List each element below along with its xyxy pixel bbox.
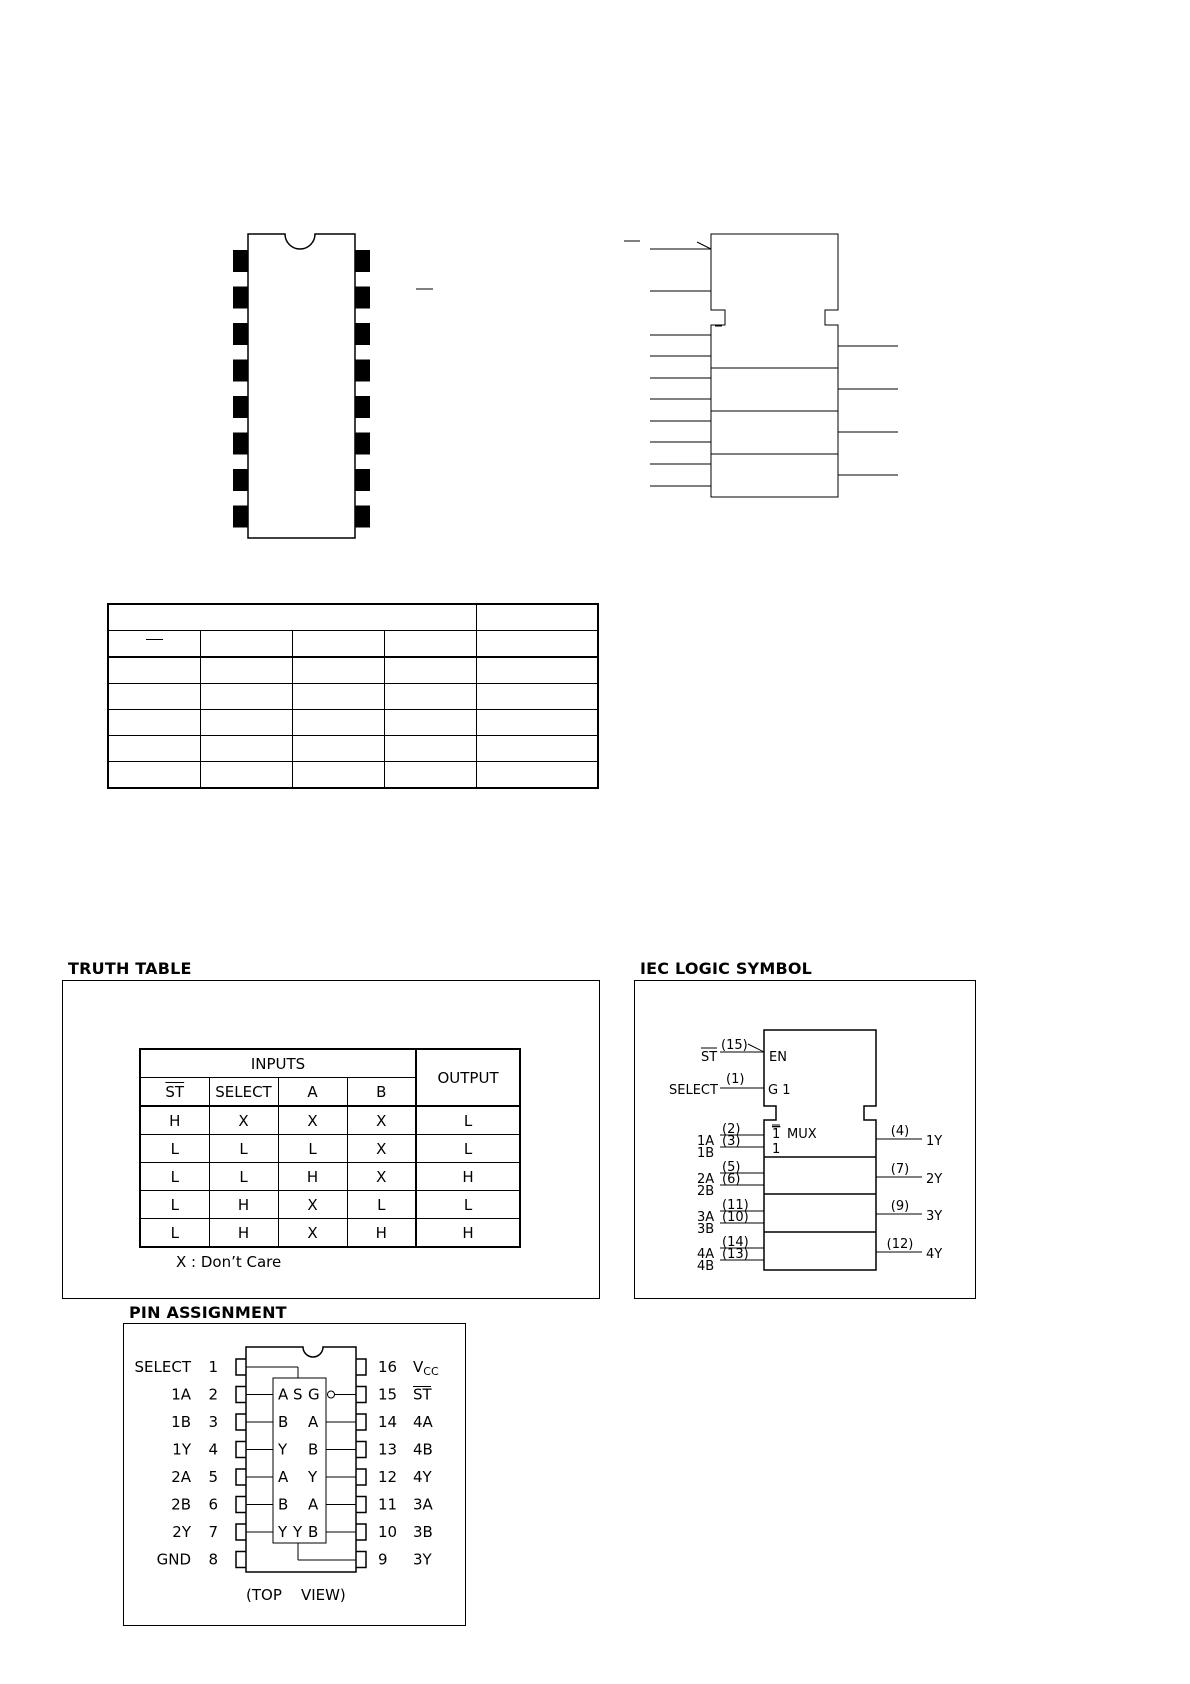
pin-right-number: 15 (378, 1385, 398, 1404)
inner-label-right: A (308, 1413, 319, 1431)
pin-left (236, 1387, 246, 1403)
inner-label-left: Y (278, 1523, 288, 1541)
truth-table-title: TRUTH TABLE (68, 959, 192, 978)
input-name: 3A (697, 1210, 715, 1225)
pin-right-number: 12 (378, 1468, 398, 1486)
pin-right (356, 1387, 366, 1403)
pin-left-name: 1A (171, 1385, 191, 1404)
pin-left (236, 1442, 246, 1458)
mux-bar: 1 (772, 1127, 781, 1142)
pin-right (356, 1414, 366, 1430)
input-pin: (14) (722, 1235, 749, 1250)
pin-left-name: 1B (171, 1413, 191, 1431)
pin-right (356, 1497, 366, 1513)
input-pin: (10) (722, 1210, 749, 1225)
pin-left-number: 4 (208, 1440, 218, 1459)
inner-label-mid: S (293, 1385, 303, 1404)
input-name: 4B (697, 1259, 715, 1274)
pin-right-number: 16 (378, 1358, 398, 1376)
input-name: 3B (697, 1222, 715, 1237)
col-st: $\overline{ST}$ (140, 1078, 209, 1107)
output-pin: (4) (890, 1124, 910, 1139)
inputs-header: INPUTS (140, 1049, 416, 1078)
pin-left-number: 7 (208, 1523, 218, 1541)
pin-right (356, 1469, 366, 1485)
select-pin: (1) (726, 1072, 745, 1087)
inner-label-right: B (308, 1440, 319, 1459)
en-label: EN (769, 1050, 787, 1065)
inner-label-right: B (308, 1523, 319, 1541)
pin-left-number: 1 (208, 1358, 218, 1376)
col-b: B (347, 1078, 416, 1107)
pin-left-name: 2Y (172, 1523, 191, 1541)
st-pin: (15) (721, 1038, 748, 1053)
input-name: 1A (697, 1134, 715, 1149)
input-pin: (3) (722, 1134, 741, 1149)
pin-left-number: 2 (208, 1385, 218, 1404)
inner-label-right: G (308, 1385, 320, 1404)
pin-assignment-title: PIN ASSIGNMENT (129, 1303, 287, 1322)
pin-right-name: 4Y (413, 1468, 432, 1486)
input-pin: (2) (722, 1122, 741, 1137)
pin-left-name: SELECT (134, 1358, 191, 1376)
g1-label: G 1 (768, 1083, 791, 1098)
select-label: SELECT (669, 1083, 718, 1098)
output-pin: (7) (890, 1162, 910, 1177)
input-name: 4A (697, 1247, 715, 1262)
input-pin: (11) (722, 1198, 749, 1213)
inner-label-left: B (278, 1495, 289, 1514)
pin-left-name: 1Y (172, 1440, 191, 1459)
inner-label-left: A (278, 1468, 289, 1486)
pin-right-number: 9 (378, 1550, 388, 1569)
pin-left-number: 8 (208, 1550, 218, 1569)
input-name: 1B (697, 1146, 715, 1161)
pin-right-number: 14 (378, 1413, 398, 1431)
inner-label-mid: Y (293, 1523, 303, 1541)
pin-right-number: 10 (378, 1523, 398, 1541)
input-name: 2B (697, 1184, 715, 1199)
col-a: A (278, 1078, 347, 1107)
pin-left (236, 1469, 246, 1485)
pin-right-name: ST (413, 1385, 432, 1404)
pin-right-name: 3Y (413, 1550, 432, 1569)
dont-care-note: X : Don’t Care (176, 1253, 282, 1271)
input-pin: (6) (722, 1172, 741, 1187)
iec-symbol-title: IEC LOGIC SYMBOL (640, 959, 813, 978)
output-pin: (9) (890, 1199, 910, 1214)
pin-left (236, 1359, 246, 1375)
output-name: 1Y (926, 1134, 943, 1149)
pin-right (356, 1359, 366, 1375)
pin-right-number: 13 (378, 1440, 398, 1459)
table-row: H X X X L (140, 1106, 520, 1135)
output-name: 4Y (926, 1247, 943, 1262)
pin-right-number: 11 (378, 1495, 398, 1514)
pin-left-number: 3 (208, 1413, 218, 1431)
output-name: 2Y (926, 1172, 943, 1187)
pin-right-name: 3A (413, 1495, 433, 1514)
pin-right-name: 4B (413, 1440, 433, 1459)
inner-label-left: A (278, 1385, 289, 1404)
top-view-label: (TOP VIEW) (246, 1586, 346, 1604)
st-label: ST (701, 1050, 718, 1065)
col-select: SELECT (209, 1078, 278, 1107)
pin-left-name: 2B (171, 1495, 191, 1514)
table-row: L H X L L (140, 1191, 520, 1219)
pin-right-name: $V_{CC}$ (413, 1358, 439, 1378)
pin-right-name: 4A (413, 1413, 433, 1431)
pin-right (356, 1552, 366, 1568)
output-name: 3Y (926, 1209, 943, 1224)
pin-right (356, 1442, 366, 1458)
input-name: 2A (697, 1172, 715, 1187)
output-header: OUTPUT (416, 1049, 520, 1106)
one-label: 1 (772, 1142, 781, 1157)
pin-right-name: 3B (413, 1523, 433, 1541)
inner-label-right: Y (308, 1468, 318, 1486)
pin-left-number: 5 (208, 1468, 218, 1486)
pin-right (356, 1524, 366, 1540)
output-pin: (12) (886, 1237, 914, 1252)
inner-label-left: Y (278, 1440, 288, 1459)
table-row: L L H X H (140, 1163, 520, 1191)
pin-left (236, 1552, 246, 1568)
pin-left-number: 6 (208, 1495, 218, 1514)
pin-left-name: 2A (171, 1468, 191, 1486)
input-pin: (13) (722, 1247, 749, 1262)
table-row: L L L X L (140, 1135, 520, 1163)
inverter-bubble (328, 1391, 335, 1398)
pin-left (236, 1524, 246, 1540)
pin-left (236, 1414, 246, 1430)
inner-label-right: A (308, 1495, 319, 1514)
pin-left (236, 1497, 246, 1513)
input-pin: (5) (722, 1160, 741, 1175)
mux-label: MUX (787, 1127, 817, 1142)
table-row: L H X H H (140, 1219, 520, 1248)
inner-label-left: B (278, 1413, 289, 1431)
pin-left-name: GND (156, 1550, 191, 1569)
